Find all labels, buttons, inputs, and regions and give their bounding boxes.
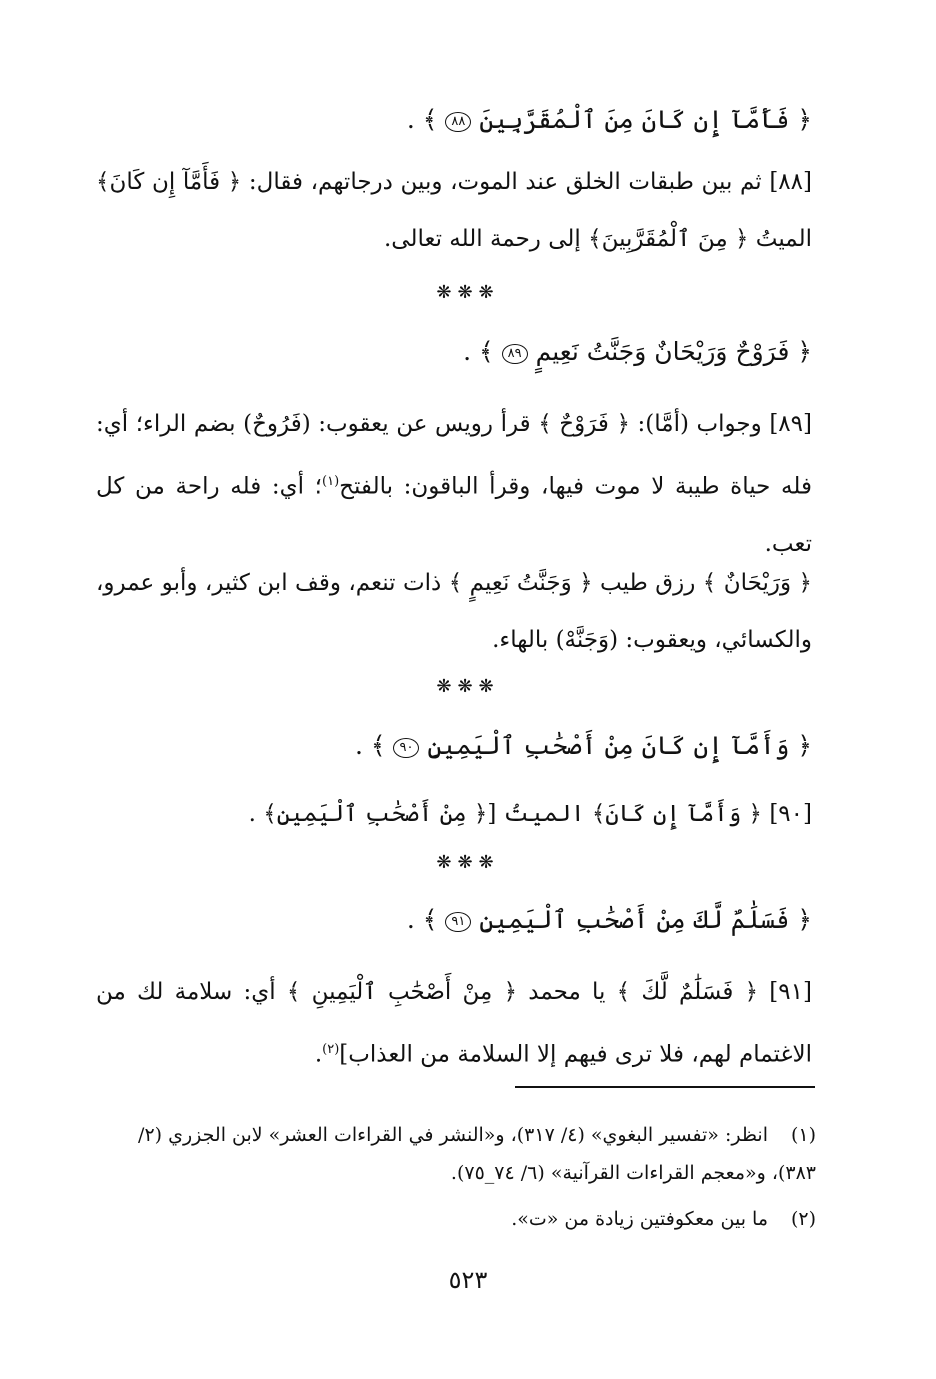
verse-number-badge: ٨٩ <box>502 344 528 364</box>
verse-91 <box>96 900 812 940</box>
commentary-text: [٩١] ﴿ فَسَلَٰمٌ لَّكَ ﴾ يا محمد ﴿ مِنْ أَصْحَٰبِ ٱلْيَمِينِ ﴾ أي: سلامة لك من الاغتمام لهم، فلا ترى فيهم إلا السلامة من العذاب] <box>96 979 812 1068</box>
verse-text: ﴿ فَرَوْحٌ وَرَيْحَانٌ وَجَنَّتُ نَعِيمٍ <box>527 337 812 366</box>
verse-end: ﴾ . <box>463 337 502 366</box>
verse-end: ﴾ . <box>406 105 446 134</box>
commentary-89-cont: ﴿ وَرَيْحَانٌ ﴾ رزق طيب ﴿ وَجَنَّتُ نَعِيمٍ ﴾ ذات تنعم، وقف ابن كثير، وأبو عمرو، والكسائي، ويعقوب: (وَجَنَّهْ) بالهاء. <box>96 570 812 653</box>
commentary-90: [٩٠] ﴿ وَأَمَّآ إِن كَانَ﴾ الميتُ [﴿ مِنْ أَصْحَٰبِ ٱلْيَمِينِ﴾ . <box>248 801 812 827</box>
verse-number-badge: ٩١ <box>445 912 471 932</box>
commentary-91 <box>96 964 812 1084</box>
section-separator: ❋❋❋ <box>436 282 500 303</box>
footnote-divider <box>515 1086 815 1088</box>
verse-number-badge: ٩٠ <box>393 738 419 758</box>
commentary-text: . <box>314 1041 323 1068</box>
commentary-88: [٨٨] ثم بين طبقات الخلق عند الموت، وبين درجاتهم، فقال: ﴿ فَأَمَّآ إِن كَانَ﴾ الميتُ ﴿ مِنَ ٱلْمُقَرَّبِينَ﴾ إلى رحمة الله تعالى. <box>96 169 812 252</box>
footnote-text: ما بين معكوفتين زيادة من «ت». <box>511 1208 768 1230</box>
verse-number-badge: ٨٨ <box>445 112 471 132</box>
commentary-89 <box>96 396 812 573</box>
verse-end: ﴾ . <box>406 905 446 934</box>
footnote-2 <box>96 1200 816 1238</box>
verse-text: ﴿ وَأَمَّآ إِن كَانَ مِنْ أَصْحَٰبِ ٱلْيَمِينِ <box>419 731 812 760</box>
footnote-ref-2: (٢) <box>322 1042 340 1057</box>
footnote-text: انظر: «تفسير البغوي» (٤/ ٣١٧)، و«النشر في القراءات العشر» لابن الجزري (٢/ ٣٨٣)، و«معجم القراءات القرآنية» (٦/ ٧٤_٧٥). <box>138 1124 816 1184</box>
page-number: ٥٢٣ <box>448 1266 488 1294</box>
commentary-text: ؛ أي: فله راحة من كل تعب. <box>96 473 812 557</box>
footnote-mark: (١) <box>790 1124 816 1146</box>
verse-text: ﴿ فَأَمَّآ إِن كَانَ مِنَ ٱلْمُقَرَّبِينَ <box>471 105 812 134</box>
commentary-text: [٨٩] وجواب (أمَّا): ﴿ فَرَوْحٌ ﴾ قرأ رويس عن يعقوب: (فَرُوحٌ) بضم الراء؛ أي: فله حياة طيبة لا موت فيها، وقرأ الباقون: بالفتح <box>96 411 812 500</box>
verse-89 <box>96 332 812 372</box>
footnote-ref-1: (١) <box>322 474 340 489</box>
section-separator: ❋❋❋ <box>436 852 500 873</box>
section-separator: ❋❋❋ <box>436 676 500 697</box>
verse-88 <box>96 100 812 140</box>
verse-text: ﴿ فَسَلَٰمٌ لَّكَ مِنْ أَصْحَٰبِ ٱلْيَمِينِ <box>471 905 812 934</box>
verse-end: ﴾ . <box>354 731 394 760</box>
footnote-mark: (٢) <box>790 1208 816 1230</box>
verse-90 <box>96 726 812 766</box>
footnote-1 <box>96 1116 816 1192</box>
